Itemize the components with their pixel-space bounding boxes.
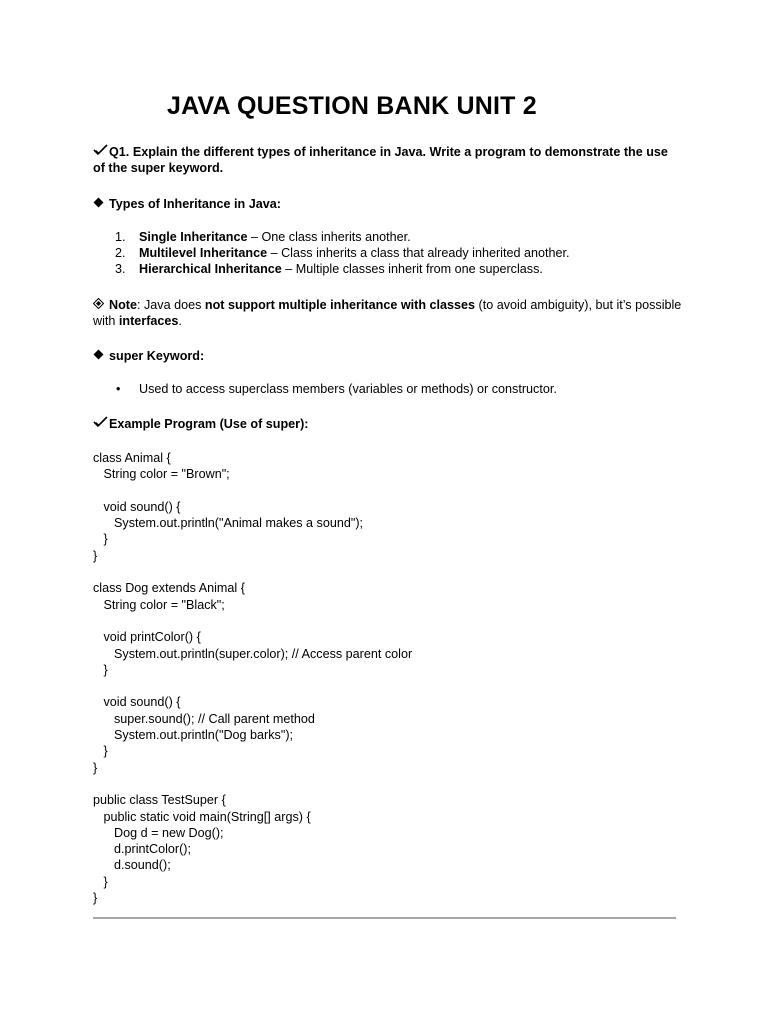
list-number: 1. [115,230,126,244]
code-line: d.sound(); [93,858,171,873]
code-line: public class TestSuper { [93,793,226,808]
code-line [93,483,412,499]
types-heading [93,196,281,212]
super-heading-text: super Keyword: [109,349,205,363]
question-1 [93,144,683,177]
code-line [93,613,412,629]
code-line: public static void main(String[] args) { [93,809,311,824]
code-line: void printColor() { [93,630,201,645]
super-bullet-item: Used to access superclass members (variables or methods) or constructor. [139,382,557,396]
question-text: Explain the different types of inheritance in Java. Write a program to demonstrate the use of the super keyword. [93,145,668,176]
list-number: 2. [115,246,126,260]
code-line: Dog d = new Dog(); [93,825,224,840]
code-line: System.out.println("Animal makes a sound"); [93,516,364,531]
code-line [93,678,412,694]
super-heading [93,348,204,364]
horizontal-rule [93,917,676,919]
page-title: JAVA QUESTION BANK UNIT 2 [167,92,537,120]
code-line: System.out.println("Dog barks"); [93,728,294,743]
code-line: } [93,532,108,547]
check-mark-icon [93,144,109,160]
code-line: d.printColor(); [93,842,191,857]
code-line: class Dog extends Animal { [93,581,245,596]
code-line: } [93,548,98,563]
bullet-dot-icon: • [116,382,121,396]
list-item [139,229,411,245]
code-line: } [93,874,108,889]
code-line: super.sound(); // Call parent method [93,711,315,726]
note-bold-text: interfaces [118,314,179,329]
code-line: String color = "Brown"; [93,467,230,482]
code-line: } [93,891,98,906]
code-line: class Animal { [93,451,171,465]
code-line: System.out.println(super.color); // Access parent color [93,646,413,661]
list-item-desc: – One class inherits another. [247,230,411,244]
list-item-name: Multilevel Inheritance [139,246,268,260]
question-label: Q1. [109,145,130,159]
code-line: } [93,662,108,677]
note-label: Note [109,298,137,312]
list-item-name: Hierarchical Inheritance [139,262,282,276]
note-text: (to avoid ambiguity), but it’s possible with [93,298,682,329]
code-block [93,450,412,906]
code-line [93,776,412,792]
note-paragraph [93,297,683,330]
example-heading-text: Example Program (Use of super): [109,417,309,431]
code-line: void sound() { [93,499,181,514]
note-bold-text: not support multiple inheritance with classes [204,298,476,312]
note-diamond-icon [93,297,109,313]
diamond-bullet-icon [93,196,109,212]
list-number: 3. [115,262,126,276]
code-line: String color = "Black"; [93,597,225,612]
types-heading-text: Types of Inheritance in Java: [109,197,281,211]
code-line: } [93,760,98,775]
code-line: } [93,744,108,759]
check-mark-icon [93,416,109,432]
list-item-desc: – Multiple classes inherit from one superclass. [281,262,543,276]
list-item [139,261,543,277]
diamond-bullet-icon [93,348,109,364]
code-line [93,564,412,580]
code-line: void sound() { [93,695,181,710]
list-item-desc: – Class inherits a class that already inherited another. [267,246,570,260]
list-item-name: Single Inheritance [139,230,248,244]
note-text: : Java does [137,298,205,312]
list-item [139,245,570,261]
note-text: . [178,314,182,329]
example-heading [93,416,308,432]
